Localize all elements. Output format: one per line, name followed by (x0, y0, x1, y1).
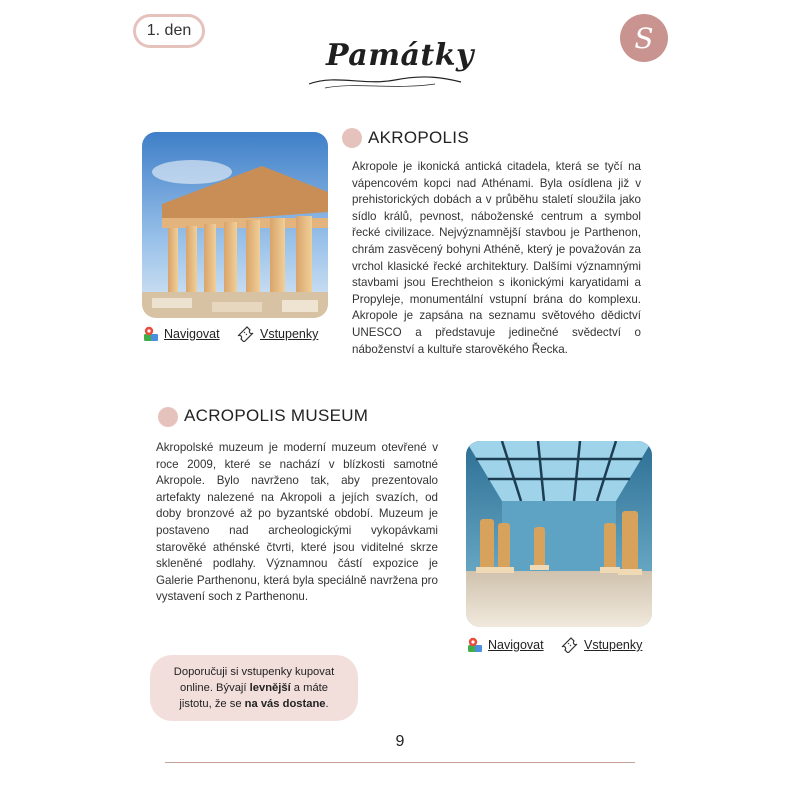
akropolis-tickets-link[interactable] (236, 326, 318, 342)
page-title: Památky (326, 38, 474, 73)
page-number: 9 (395, 733, 405, 750)
tip-emphasis-availability: na vás dostane (244, 698, 326, 710)
tip-emphasis-cheaper: levnější (249, 682, 291, 694)
title-swash-decoration (305, 66, 465, 92)
footer-divider (165, 762, 635, 763)
section-marker-dot (342, 128, 362, 148)
museum-navigate-link[interactable] (466, 637, 544, 653)
tip-text: Doporučuji si vstupenky kupovat online. Bývají (173, 666, 335, 694)
tickets-label: Vstupenky (260, 327, 319, 341)
tickets-label: Vstupenky (584, 638, 643, 652)
navigate-label: Navigovat (488, 638, 544, 652)
museum-photo (466, 441, 652, 627)
akropolis-navigate-link[interactable] (142, 326, 220, 342)
akropolis-photo (142, 132, 328, 318)
tip-text: a máte jistotu, že se (179, 682, 328, 710)
tip-callout (150, 655, 358, 721)
akropolis-description: Akropole je ikonická antická citadela, která se tyčí na vápencovém kopci nad Athénami. Byla osídlena již v prehistorických dobách a v průběhu staletí sloužila jako sídlo králů, pevnost, náboženské centrum a symbol řecké civilizace. Nejvýznamnější stavbou je Parthenon, chrám zasvěcený bohyni Athéně, který je považován za vrchol klasické řecké architektury. Dalšími významnými stavbami jsou Erechtheion s ikonickými karyatidami a Propyleje, monumentální vstupní brána do komplexu. Akropole je zapsána na seznamu světového dědictví UNESCO a představuje jedinečné svědectví o náboženství a kultuře starověkého Řecka. (352, 160, 641, 356)
day-badge-label: 1. den (146, 22, 192, 39)
map-pin-icon (466, 637, 484, 653)
ticket-icon (236, 326, 256, 342)
logo-letter: S (634, 21, 654, 55)
museum-tickets-link[interactable] (560, 637, 642, 653)
museum-heading: ACROPOLIS MUSEUM (184, 406, 369, 425)
navigate-label: Navigovat (164, 327, 220, 341)
tip-text: . (325, 698, 329, 710)
ticket-icon (560, 637, 580, 653)
map-pin-icon (142, 326, 160, 342)
akropolis-heading: AKROPOLIS (368, 128, 469, 147)
section-marker-dot (158, 407, 178, 427)
brand-logo (620, 14, 668, 62)
museum-description: Akropolské muzeum je moderní muzeum otevřené v roce 2009, které se nachází v blízkosti samotné Akropole. Bylo navrženo tak, aby prezentovalo artefakty nalezené na Akropoli a jejích svazích, od doby bronzové až po byzantské období. Muzeum je postaveno nad archeologickými vykopávkami starověké athénské čtvrti, které jsou viditelné skrze skleněné podlahy. Významnou částí expozice je Galerie Parthenonu, která byla speciálně navržena pro vystavení soch z Parthenonu. (156, 441, 438, 604)
day-badge (133, 14, 205, 48)
